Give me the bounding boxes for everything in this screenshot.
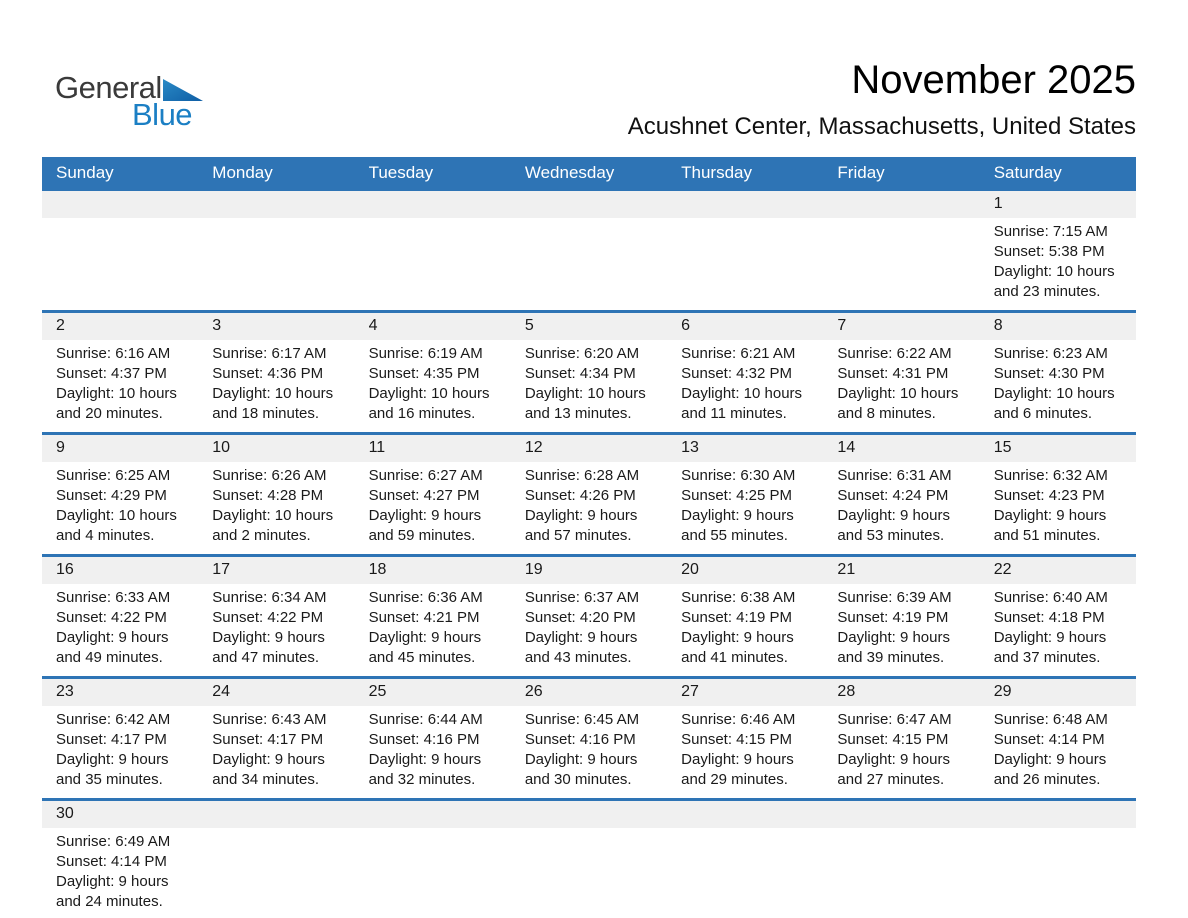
day-info <box>355 218 511 297</box>
day-info-line: and 26 minutes. <box>993 771 1101 788</box>
day-info-line: Daylight: 9 hours <box>524 629 638 646</box>
day-info <box>42 340 198 432</box>
day-info-line: Sunrise: 6:27 AM <box>368 467 483 484</box>
day-info-line: and 32 minutes. <box>368 771 476 788</box>
day-info-line: Daylight: 10 hours <box>56 385 177 402</box>
day-cell-8 <box>980 313 1136 432</box>
day-info-line: and 51 minutes. <box>993 527 1101 544</box>
day-info-line: Sunset: 4:34 PM <box>524 365 636 382</box>
day-info-line: Sunset: 4:15 PM <box>837 731 949 748</box>
day-info-line: and 24 minutes. <box>56 893 163 910</box>
day-info-line: and 45 minutes. <box>368 649 476 666</box>
day-info <box>667 584 823 676</box>
day-info-line: Daylight: 9 hours <box>212 629 325 646</box>
day-info-line: and 20 minutes. <box>56 405 163 422</box>
day-cell-empty <box>198 801 354 918</box>
day-cell-16 <box>42 557 198 676</box>
day-info <box>42 584 198 676</box>
day-info-line: Sunset: 4:32 PM <box>681 365 793 382</box>
day-info-line: and 43 minutes. <box>524 649 632 666</box>
day-info-line: and 55 minutes. <box>681 527 788 544</box>
day-info-line: Sunset: 4:31 PM <box>837 365 949 382</box>
day-cell-empty <box>667 191 823 310</box>
day-info-line: Sunrise: 6:20 AM <box>524 345 640 362</box>
day-info-line: and 35 minutes. <box>56 771 163 788</box>
day-number <box>667 801 823 828</box>
day-cell-9 <box>42 435 198 554</box>
day-info-line: Sunrise: 6:16 AM <box>56 345 171 362</box>
day-cell-empty <box>823 191 979 310</box>
calendar-week-row <box>42 432 1136 554</box>
day-info <box>42 462 198 554</box>
day-cell-1 <box>980 191 1136 310</box>
day-info <box>198 340 354 432</box>
day-number: 28 <box>823 679 979 706</box>
page-title: November 2025 <box>851 58 1136 102</box>
day-number <box>198 801 354 828</box>
day-info-line: Daylight: 10 hours <box>368 385 490 402</box>
day-number: 1 <box>980 191 1136 218</box>
day-info <box>198 706 354 798</box>
day-info <box>511 584 667 676</box>
day-info-line: and 8 minutes. <box>837 405 936 422</box>
day-cell-3 <box>198 313 354 432</box>
day-number <box>823 191 979 218</box>
calendar-week-row <box>42 310 1136 432</box>
day-info-line: Sunset: 4:26 PM <box>524 487 636 504</box>
day-number: 23 <box>42 679 198 706</box>
day-info <box>511 828 667 913</box>
day-cell-14 <box>823 435 979 554</box>
day-number: 14 <box>823 435 979 462</box>
day-info <box>980 218 1136 310</box>
day-info-line: Sunset: 4:15 PM <box>681 731 793 748</box>
day-info <box>198 462 354 554</box>
day-info-line: Sunset: 4:20 PM <box>524 609 636 626</box>
day-info <box>823 706 979 798</box>
day-info <box>980 828 1136 913</box>
day-info <box>355 462 511 554</box>
day-info-line: Sunrise: 6:34 AM <box>212 589 327 606</box>
day-info-line: Sunset: 5:38 PM <box>993 243 1105 260</box>
day-info-line: Sunset: 4:14 PM <box>56 853 167 870</box>
day-info-line: and 37 minutes. <box>993 649 1101 666</box>
day-info <box>42 828 198 918</box>
day-info-line: Daylight: 9 hours <box>56 873 169 890</box>
day-info-line: and 16 minutes. <box>368 405 476 422</box>
day-cell-7 <box>823 313 979 432</box>
day-info-line: Daylight: 9 hours <box>993 507 1107 524</box>
day-info-line: Daylight: 10 hours <box>993 263 1115 280</box>
day-info-line: Sunset: 4:35 PM <box>368 365 480 382</box>
day-info-line: and 59 minutes. <box>368 527 476 544</box>
day-info-line: Daylight: 9 hours <box>212 751 325 768</box>
day-info <box>980 706 1136 798</box>
day-info-line: Daylight: 9 hours <box>681 629 794 646</box>
logo-word-general: General <box>55 70 162 105</box>
day-info-line: Daylight: 9 hours <box>681 751 794 768</box>
day-info-line: Daylight: 10 hours <box>56 507 177 524</box>
logo-word-blue: Blue <box>132 97 193 132</box>
day-cell-13 <box>667 435 823 554</box>
general-blue-logo <box>55 72 203 130</box>
calendar-week-row <box>42 798 1136 918</box>
day-info-line: Sunset: 4:24 PM <box>837 487 949 504</box>
day-info-line: Sunrise: 6:19 AM <box>368 345 483 362</box>
day-info-line: Sunrise: 6:46 AM <box>681 711 796 728</box>
day-info-line: and 41 minutes. <box>681 649 788 666</box>
day-info-line: Sunrise: 7:15 AM <box>993 223 1108 240</box>
day-info-line: Sunrise: 6:31 AM <box>837 467 952 484</box>
day-info-line: Sunset: 4:18 PM <box>993 609 1105 626</box>
day-cell-empty <box>823 801 979 918</box>
day-info-line: Sunrise: 6:47 AM <box>837 711 952 728</box>
day-info-line: Daylight: 9 hours <box>837 751 950 768</box>
day-cell-empty <box>355 801 511 918</box>
page-subtitle: Acushnet Center, Massachusetts, United States <box>627 113 1136 140</box>
day-info-line: Sunset: 4:23 PM <box>993 487 1105 504</box>
weekday-header-tuesday: Tuesday <box>368 162 434 182</box>
day-info-line: Sunset: 4:30 PM <box>993 365 1105 382</box>
day-info <box>980 340 1136 432</box>
day-info-line: Daylight: 10 hours <box>681 385 803 402</box>
day-info <box>980 462 1136 554</box>
day-number <box>355 801 511 828</box>
day-number: 19 <box>511 557 667 584</box>
day-number: 8 <box>980 313 1136 340</box>
day-cell-empty <box>511 801 667 918</box>
day-cell-26 <box>511 679 667 798</box>
day-cell-23 <box>42 679 198 798</box>
day-info <box>667 828 823 913</box>
day-info-line: Daylight: 9 hours <box>368 751 482 768</box>
day-info-line: Sunrise: 6:32 AM <box>993 467 1108 484</box>
day-info-line: Daylight: 10 hours <box>212 385 334 402</box>
day-info-line: Sunset: 4:17 PM <box>212 731 324 748</box>
day-number <box>511 191 667 218</box>
day-info <box>667 706 823 798</box>
day-info-line: Daylight: 9 hours <box>837 629 950 646</box>
day-info-line: and 47 minutes. <box>212 649 320 666</box>
day-number <box>667 191 823 218</box>
day-info-line: Sunset: 4:28 PM <box>212 487 324 504</box>
calendar-table <box>42 157 1136 918</box>
calendar-week-row <box>42 676 1136 798</box>
day-number: 22 <box>980 557 1136 584</box>
day-number: 15 <box>980 435 1136 462</box>
day-info-line: Sunset: 4:21 PM <box>368 609 480 626</box>
day-info-line: and 23 minutes. <box>993 283 1101 300</box>
day-info-line: and 11 minutes. <box>681 405 787 422</box>
day-info-line: Sunset: 4:37 PM <box>56 365 167 382</box>
day-number: 24 <box>198 679 354 706</box>
day-info-line: Daylight: 9 hours <box>368 629 482 646</box>
day-info-line: Sunrise: 6:17 AM <box>212 345 327 362</box>
day-number: 18 <box>355 557 511 584</box>
day-number: 20 <box>667 557 823 584</box>
day-info-line: and 49 minutes. <box>56 649 163 666</box>
day-info-line: and 39 minutes. <box>837 649 945 666</box>
day-number <box>42 191 198 218</box>
day-cell-empty <box>355 191 511 310</box>
day-info <box>198 584 354 676</box>
day-cell-15 <box>980 435 1136 554</box>
day-info-line: Sunrise: 6:25 AM <box>56 467 171 484</box>
day-info-line: and 27 minutes. <box>837 771 945 788</box>
day-info-line: Sunrise: 6:26 AM <box>212 467 327 484</box>
day-info <box>823 340 979 432</box>
day-cell-25 <box>355 679 511 798</box>
day-info <box>511 706 667 798</box>
day-info-line: Sunrise: 6:44 AM <box>368 711 483 728</box>
day-cell-empty <box>198 191 354 310</box>
day-number: 3 <box>198 313 354 340</box>
day-number: 9 <box>42 435 198 462</box>
day-info-line: and 13 minutes. <box>524 405 632 422</box>
day-number: 30 <box>42 801 198 828</box>
day-cell-20 <box>667 557 823 676</box>
day-cell-empty <box>980 801 1136 918</box>
day-cell-21 <box>823 557 979 676</box>
day-cell-22 <box>980 557 1136 676</box>
day-number <box>980 801 1136 828</box>
day-cell-19 <box>511 557 667 676</box>
day-info-line: Daylight: 9 hours <box>681 507 794 524</box>
day-info-line: Daylight: 9 hours <box>993 751 1107 768</box>
day-cell-2 <box>42 313 198 432</box>
day-number: 17 <box>198 557 354 584</box>
day-cell-30 <box>42 801 198 918</box>
day-info-line: Daylight: 9 hours <box>524 751 638 768</box>
weekday-header-row <box>42 157 1136 188</box>
day-info-line: Sunset: 4:16 PM <box>524 731 636 748</box>
day-info-line: Sunset: 4:19 PM <box>837 609 949 626</box>
weekday-header-thursday: Thursday <box>681 162 753 182</box>
day-number: 7 <box>823 313 979 340</box>
day-cell-29 <box>980 679 1136 798</box>
day-cell-28 <box>823 679 979 798</box>
day-info-line: Sunset: 4:16 PM <box>368 731 480 748</box>
day-info-line: and 2 minutes. <box>212 527 311 544</box>
day-info-line: Sunrise: 6:38 AM <box>681 589 796 606</box>
day-info-line: Sunrise: 6:22 AM <box>837 345 952 362</box>
day-info-line: and 4 minutes. <box>56 527 155 544</box>
weekday-header-sunday: Sunday <box>56 162 114 182</box>
day-cell-11 <box>355 435 511 554</box>
day-info-line: Sunrise: 6:28 AM <box>524 467 640 484</box>
day-number: 16 <box>42 557 198 584</box>
day-info <box>511 340 667 432</box>
day-number: 26 <box>511 679 667 706</box>
day-info-line: Sunrise: 6:43 AM <box>212 711 327 728</box>
day-info-line: and 6 minutes. <box>993 405 1093 422</box>
day-info <box>355 340 511 432</box>
day-info-line: Sunrise: 6:48 AM <box>993 711 1108 728</box>
day-cell-6 <box>667 313 823 432</box>
day-number <box>198 191 354 218</box>
day-info-line: Sunset: 4:27 PM <box>368 487 480 504</box>
day-info <box>667 340 823 432</box>
day-info-line: Daylight: 9 hours <box>524 507 638 524</box>
day-number: 12 <box>511 435 667 462</box>
day-number: 25 <box>355 679 511 706</box>
day-cell-17 <box>198 557 354 676</box>
day-info <box>355 706 511 798</box>
day-info <box>198 218 354 297</box>
day-info-line: and 34 minutes. <box>212 771 320 788</box>
day-info-line: Daylight: 9 hours <box>837 507 950 524</box>
day-cell-27 <box>667 679 823 798</box>
day-number: 21 <box>823 557 979 584</box>
day-info <box>511 462 667 554</box>
day-info-line: Sunset: 4:25 PM <box>681 487 793 504</box>
day-info-line: and 29 minutes. <box>681 771 788 788</box>
calendar-week-row <box>42 554 1136 676</box>
day-info-line: Daylight: 10 hours <box>212 507 334 524</box>
day-cell-5 <box>511 313 667 432</box>
day-cell-12 <box>511 435 667 554</box>
day-number: 5 <box>511 313 667 340</box>
day-info-line: Daylight: 9 hours <box>368 507 482 524</box>
day-cell-24 <box>198 679 354 798</box>
day-info-line: and 30 minutes. <box>524 771 632 788</box>
day-info <box>511 218 667 297</box>
day-info-line: Sunset: 4:22 PM <box>56 609 167 626</box>
day-info-line: Sunrise: 6:36 AM <box>368 589 483 606</box>
day-cell-10 <box>198 435 354 554</box>
day-number: 27 <box>667 679 823 706</box>
day-info <box>667 218 823 297</box>
day-cell-empty <box>42 191 198 310</box>
day-info-line: Sunrise: 6:39 AM <box>837 589 952 606</box>
day-cell-empty <box>511 191 667 310</box>
day-info-line: Daylight: 9 hours <box>56 751 169 768</box>
day-number <box>823 801 979 828</box>
weekday-header-saturday: Saturday <box>993 162 1062 182</box>
day-info <box>42 706 198 798</box>
day-info-line: Daylight: 10 hours <box>524 385 646 402</box>
day-info <box>823 462 979 554</box>
day-number <box>355 191 511 218</box>
weekday-header-monday: Monday <box>212 162 273 182</box>
day-number: 4 <box>355 313 511 340</box>
day-info-line: Sunrise: 6:33 AM <box>56 589 171 606</box>
day-info-line: Sunrise: 6:37 AM <box>524 589 640 606</box>
day-info-line: and 53 minutes. <box>837 527 945 544</box>
day-info-line: Sunset: 4:19 PM <box>681 609 793 626</box>
day-info <box>823 584 979 676</box>
day-info-line: Sunrise: 6:23 AM <box>993 345 1108 362</box>
day-info-line: Sunset: 4:22 PM <box>212 609 324 626</box>
day-number: 11 <box>355 435 511 462</box>
day-info-line: Sunrise: 6:40 AM <box>993 589 1108 606</box>
day-number: 2 <box>42 313 198 340</box>
calendar-weeks <box>42 188 1136 918</box>
day-info <box>980 584 1136 676</box>
day-info-line: Daylight: 10 hours <box>837 385 959 402</box>
day-info <box>823 218 979 297</box>
day-number <box>511 801 667 828</box>
day-info-line: Sunset: 4:36 PM <box>212 365 324 382</box>
day-info-line: Sunrise: 6:45 AM <box>524 711 640 728</box>
day-info <box>355 828 511 913</box>
day-info-line: Daylight: 9 hours <box>993 629 1107 646</box>
day-info <box>823 828 979 913</box>
day-number: 13 <box>667 435 823 462</box>
day-info-line: Daylight: 10 hours <box>993 385 1115 402</box>
day-info-line: Sunrise: 6:30 AM <box>681 467 796 484</box>
weekday-header-wednesday: Wednesday <box>524 162 615 182</box>
day-info-line: Sunrise: 6:21 AM <box>681 345 796 362</box>
weekday-header-friday: Friday <box>837 162 885 182</box>
title-block <box>628 58 1136 141</box>
day-info <box>667 462 823 554</box>
day-info-line: and 18 minutes. <box>212 405 320 422</box>
day-info <box>355 584 511 676</box>
day-info-line: Daylight: 9 hours <box>56 629 169 646</box>
day-info-line: Sunset: 4:29 PM <box>56 487 167 504</box>
day-cell-empty <box>667 801 823 918</box>
day-info-line: Sunrise: 6:49 AM <box>56 833 171 850</box>
day-number: 6 <box>667 313 823 340</box>
day-info <box>198 828 354 913</box>
day-info <box>42 218 198 297</box>
day-info-line: Sunset: 4:17 PM <box>56 731 167 748</box>
day-number: 10 <box>198 435 354 462</box>
day-info-line: Sunset: 4:14 PM <box>993 731 1105 748</box>
day-number: 29 <box>980 679 1136 706</box>
calendar-week-row <box>42 188 1136 310</box>
day-info-line: Sunrise: 6:42 AM <box>56 711 171 728</box>
day-cell-18 <box>355 557 511 676</box>
day-cell-4 <box>355 313 511 432</box>
day-info-line: and 57 minutes. <box>524 527 632 544</box>
